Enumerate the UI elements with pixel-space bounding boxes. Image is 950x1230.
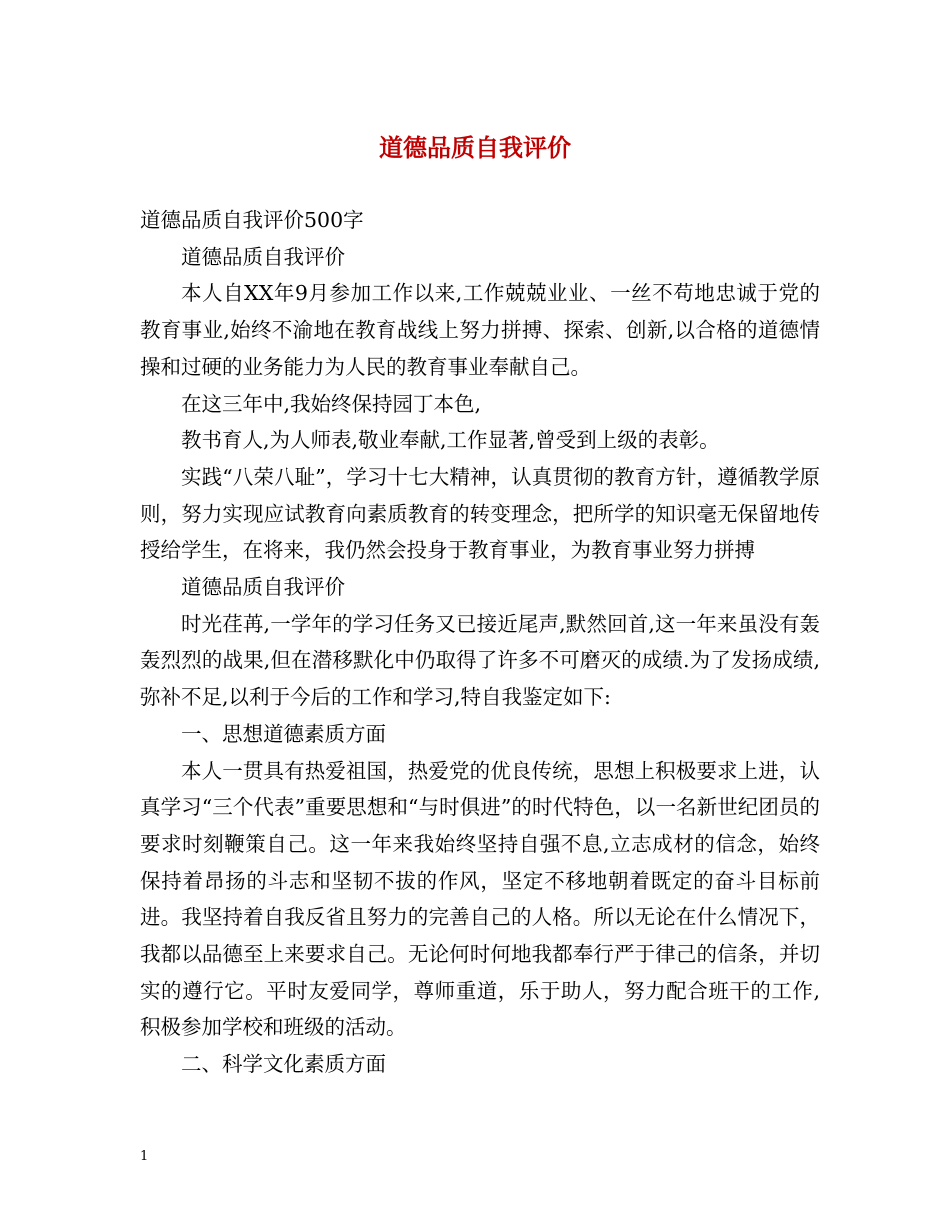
section-heading: 道德品质自我评价 [181, 244, 345, 269]
subtitle-paragraph: 道德品质自我评价500字 [140, 208, 364, 232]
section-heading: 二、科学文化素质方面 [181, 1052, 386, 1077]
body-paragraph: 实践“八荣八耻”，学习十七大精神，认真贯彻的教育方针，遵循教学原则，努力实现应试教育向素质教育的转变理念，把所学的知识毫无保留地传授给学生，在将来，我仍然会投身于教育事业，为教育事业努力拼搏 [140, 464, 820, 563]
body-paragraph: 本人一贯具有热爱祖国，热爱党的优良传统，思想上积极要求上进，认真学习“三个代表”重要思想和“与时俱进”的时代特色，以一名新世纪团员的要求时刻鞭策自己。这一年来我始终坚持自强不息,立志成材的信念，始终保持着昂扬的斗志和坚韧不拔的作风，坚定不移地朝着既定的奋斗目标前进。我坚持着自我反省且努力的完善自己的人格。所以无论在什么情况下，我都以品德至上来要求自己。无论何时何地我都奉行严于律己的信条，并切实的遵行它。平时友爱同学，尊师重道，乐于助人，努力配合班干的工作,积极参加学校和班级的活动。 [140, 758, 820, 1040]
document-title: 道德品质自我评价 [379, 133, 571, 162]
body-paragraph: 在这三年中,我始终保持园丁本色, [181, 391, 482, 416]
body-paragraph: 本人自XX年9月参加工作以来,工作兢兢业业、一丝不苟地忠诚于党的教育事业,始终不渝地在教育战线上努力拼搏、探索、创新,以合格的道德情操和过硬的业务能力为人民的教育事业奉献自己。 [140, 281, 820, 379]
page-number: 1 [140, 1149, 149, 1164]
document-body [140, 202, 820, 1083]
body-paragraph: 时光荏苒,一学年的学习任务又已接近尾声,默然回首,这一年来虽没有轰轰烈烈的战果,但在潜移默化中仍取得了许多不可磨灭的成绩.为了发扬成绩,弥补不足,以利于今后的工作和学习,特自我鉴定如下: [140, 611, 820, 710]
body-paragraph: 教书育人,为人师表,敬业奉献,工作显著,曾受到上级的表彰。 [181, 428, 720, 453]
section-heading: 一、思想道德素质方面 [181, 721, 386, 746]
section-heading: 道德品质自我评价 [181, 575, 345, 600]
